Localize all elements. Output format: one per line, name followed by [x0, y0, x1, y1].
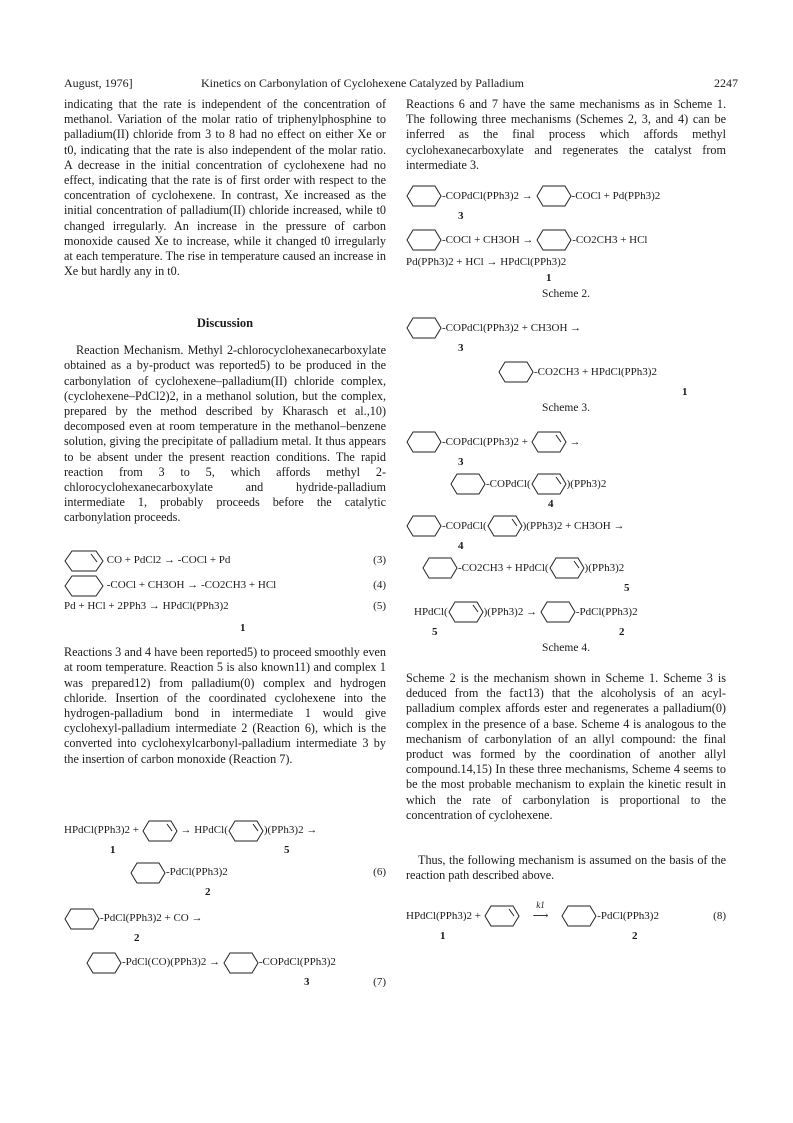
scheme-caption: Scheme 3.: [542, 402, 590, 414]
compound-label: 4: [548, 498, 554, 510]
scheme-caption: Scheme 4.: [542, 642, 590, 654]
cyclohexane-ring-icon: [406, 229, 442, 251]
compound-label: 3: [458, 456, 464, 468]
compound-label: 3: [458, 342, 464, 354]
cyclohexane-ring-icon: [536, 185, 572, 207]
compound-label: 4: [458, 540, 464, 552]
cyclohexane-ring-icon: [64, 908, 100, 930]
compound-label: 1: [682, 386, 688, 398]
equation-number: (8): [713, 910, 726, 922]
cyclohexane-ring-icon: [498, 361, 534, 383]
equation-3: CO + PdCl2 → -COCl + Pd: [106, 554, 231, 567]
compound-label: 5: [284, 844, 290, 857]
compound-label: 1: [240, 622, 246, 635]
compound-label: 1: [110, 844, 116, 857]
cyclohexane-ring-icon: [406, 515, 442, 537]
scheme-2: -COPdCl(PPh3)2 → -COCl + Pd(PPh3)2 3 -COCl + CH3OH → -CO2CH3 + HCl Pd(PPh3)2 + HCl → HPdCl(PPh3)2 1 Scheme 2.: [406, 183, 726, 315]
cyclohexane-ring-icon: [86, 952, 122, 974]
paragraph: Reactions 3 and 4 have been reported5) to proceed smoothly even at room temperature. Reaction 5 is also known11) and complex 1 was prepared12) from palladium(0) complex and hydrogen chloride. Insertion of the coordinated cyclohexene into the hydrogen-palladium bond in intermediate 1 would give cyclohexyl-palladium intermediate 2 (Reaction 6), which is the converted into cyclohexylcarbonyl-palladium intermediate 3 by the insertion of carbon monoxide (Reaction 7).: [64, 645, 386, 766]
cyclohexene-ring-icon: [531, 473, 567, 495]
paragraph: Scheme 2 is the mechanism shown in Scheme 1. Scheme 3 is deduced from the fact13) that the alcoholysis of an acyl-palladium complex affords ester and regenerates a palladium(0) complex in the presence of a base. Scheme 4 is analogous to the mechanism of carbonylation of an allyl compound: the final product was formed by the coordination of another allyl compound.14,15) In these three mechanisms, Scheme 4 seems to be the most probable mechanism to explain the kinetic result in which the rate of carbonylation is proportional to the concentration of cyclohexene.: [406, 671, 726, 822]
cyclohexane-ring-icon: [422, 557, 458, 579]
cyclohexane-ring-icon: [536, 229, 572, 251]
compound-label: 5: [432, 626, 438, 638]
cyclohexane-ring-icon: [223, 952, 259, 974]
cyclohexane-ring-icon: [406, 317, 442, 339]
cyclohexene-ring-icon: [549, 557, 585, 579]
equations-3-5: [64, 547, 386, 621]
running-title: Kinetics on Carbonylation of Cyclohexene Catalyzed by Palladium: [201, 76, 524, 90]
running-header: [64, 76, 738, 92]
compound-label: 2: [632, 930, 638, 942]
equation-5: Pd + HCl + 2PPh3 → HPdCl(PPh3)2: [64, 600, 229, 613]
compound-label: 2: [619, 626, 625, 638]
equation-number: (5): [373, 600, 386, 613]
cyclohexane-ring-icon: [561, 905, 597, 927]
compound-label: 2: [134, 932, 140, 945]
section-heading: Discussion: [196, 316, 254, 330]
compound-label: 1: [546, 272, 552, 284]
paragraph: Thus, the following mechanism is assumed on the basis of the reaction path described above.: [406, 853, 726, 883]
cyclohexene-ring-icon: [487, 515, 523, 537]
left-column: [64, 97, 386, 991]
page-number: 2247: [714, 76, 738, 90]
cyclohexane-ring-icon: [64, 574, 104, 598]
issue-date: August, 1976]: [64, 76, 133, 90]
equation-6: HPdCl(PPh3)2 + → HPdCl( )(PPh3)2 → 1 5 -PdCl(PPh3)2 (6) 2: [64, 817, 386, 905]
cyclohexene-ring-icon: [64, 549, 104, 573]
cyclohexane-ring-icon: [406, 431, 442, 453]
compound-label: 1: [440, 930, 446, 942]
scheme-4: -COPdCl(PPh3)2 + → 3 -COPdCl( )(PPh3)2 4 -COPdCl( )(PPh3)2 + CH3OH → 4 -CO2CH3 + HPdCl( )(PPh3)2 5 HPdCl( )(PPh3)2 → -PdCl(PPh3)2 5 2 Scheme 4.: [406, 429, 726, 671]
equation-number: (6): [373, 866, 386, 879]
equation-7: -PdCl(PPh3)2 + CO → 2 -PdCl(CO)(PPh3)2 → -COPdCl(PPh3)2 3 (7): [64, 905, 386, 991]
cyclohexene-ring-icon: [228, 820, 264, 842]
cyclohexene-ring-icon: [484, 905, 520, 927]
equation-number: (4): [373, 579, 386, 592]
cyclohexane-ring-icon: [406, 185, 442, 207]
equation-number: (7): [373, 976, 386, 989]
scheme-caption: Scheme 2.: [542, 288, 590, 300]
cyclohexane-ring-icon: [540, 601, 576, 623]
compound-label: 2: [205, 886, 211, 899]
cyclohexane-ring-icon: [450, 473, 486, 495]
compound-label: 3: [458, 210, 464, 222]
equation-4: -COCl + CH3OH → -CO2CH3 + HCl: [106, 579, 277, 592]
equation-number: (3): [373, 554, 386, 567]
paragraph: Reactions 6 and 7 have the same mechanisms as in Scheme 1. The following three mechanisms (Schemes 2, 3, and 4) can be inferred as the final process which affords methyl cyclohexanecarboxylate and regenerates the catalyst from intermediate 3.: [406, 97, 726, 172]
compound-label: 3: [304, 976, 310, 989]
compound-label: 5: [624, 582, 630, 594]
paragraph: indicating that the rate is independent of the concentration of methanol. Variation of the molar ratio of triphenylphosphine to palladium(II) chloride from 3 to 8 had no effect on either Xe or t0, indicating that the rate is also independent of the molar ratio. A decrease in the initial concentration of cyclohexene had no effect, indicating that the rate is of first order with respect to the concentration of cyclohexene. In contrast, Xe increased as the initial concentration of palladium(II) chloride increased, while t0 changed irregularly. An increase in the pressure of carbon monoxide caused Xe to increase, while it changed t0 irregularly at each temperature. The rise in temperature caused an increase in Xe but hardly any in t0.: [64, 97, 386, 279]
cyclohexane-ring-icon: [130, 862, 166, 884]
equation-8: HPdCl(PPh3)2 + k1 ⟶ -PdCl(PPh3)2 (8): [406, 903, 726, 929]
paragraph: Reaction Mechanism. Methyl 2-chlorocyclohexanecarboxylate obtained as a by-product was reported5) to be produced in the carbonylation of cyclohexene–palladium(II) chloride complex, (cyclohexene–PdCl2)2, in a methanol solution, but the complex, prepared by the method described by Kharasch et al.,10) decomposed even at room temperature in the methanol–benzene solution, giving the precipitate of palladium metal. It thus appears to be absent under the present reaction conditions. The rapid reaction from 3 to 5, which affords methyl 2-chlorocyclohexanecarboxylate and hydride-palladium intermediate 1, probably proceeds before the catalytic carbonylation proceeds.: [64, 343, 386, 525]
cyclohexene-ring-icon: [142, 820, 178, 842]
rate-arrow: k1 ⟶: [532, 900, 549, 922]
scheme-3: -COPdCl(PPh3)2 + CH3OH → 3 -CO2CH3 + HPdCl(PPh3)2 1 Scheme 3.: [406, 315, 726, 429]
right-column: [406, 97, 726, 945]
cyclohexene-ring-icon: [531, 431, 567, 453]
cyclohexene-ring-icon: [448, 601, 484, 623]
